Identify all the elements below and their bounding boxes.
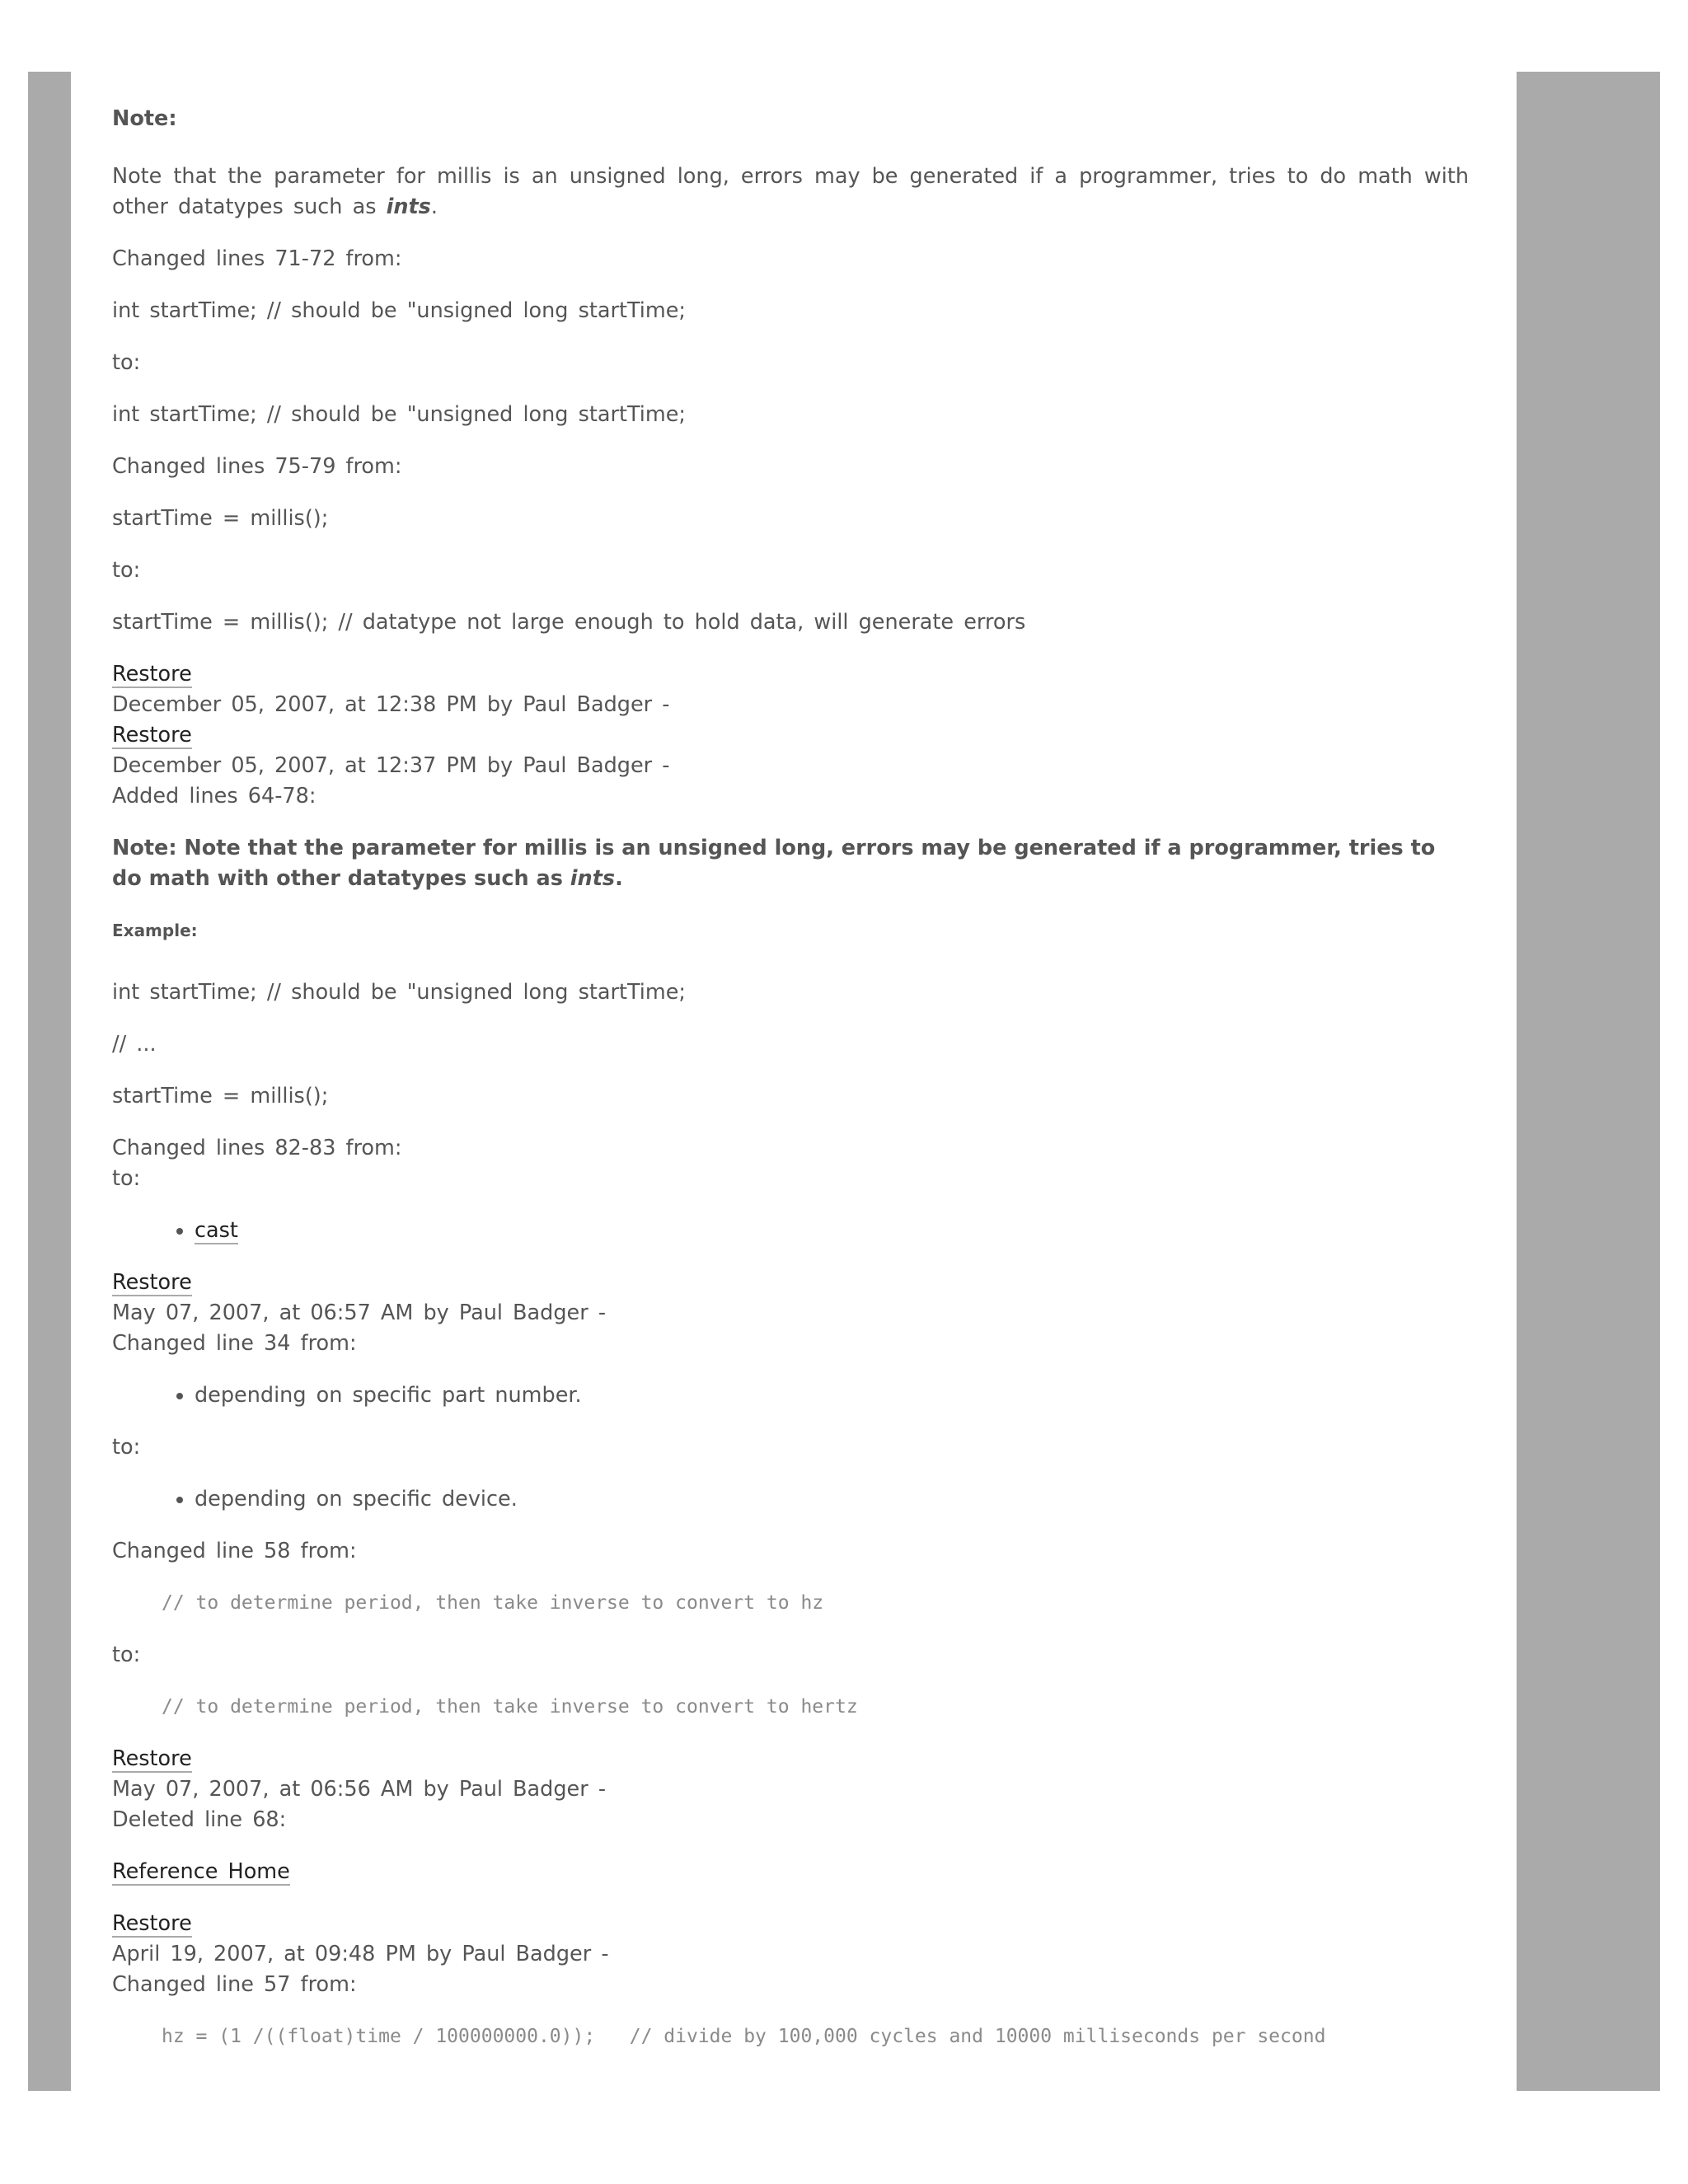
diff-new-list: [112, 1484, 1469, 1515]
note-heading: Note:: [112, 106, 177, 131]
diff-summary-82-83: Changed lines 82-83 from:: [112, 1136, 402, 1160]
strong-note-period: .: [615, 866, 623, 891]
restore-link[interactable]: Restore: [112, 723, 192, 748]
restore-link[interactable]: Restore: [112, 1911, 192, 1936]
example-line: // ...: [112, 1032, 157, 1057]
revision-entry: [112, 720, 1469, 751]
diff-to-label: to:: [112, 1166, 141, 1191]
diff-line-new: int startTime; // should be "unsigned long startTime;: [112, 402, 686, 427]
diff-summary-64-78: Added lines 64-78:: [112, 784, 316, 808]
strong-note-text: Note: Note that the parameter for millis is an unsigned long, errors may be generated if a programmer, tries to do math with other datatypes such as: [112, 836, 1436, 891]
diff-line-new: startTime = millis(); // datatype not large enough to hold data, will generate errors: [112, 610, 1026, 635]
revision-entry: [112, 1909, 1469, 1939]
diff-to-label: to:: [112, 1643, 141, 1667]
ints-emphasis: ints: [386, 194, 431, 219]
list-item: • depending on specific device.: [195, 1484, 1469, 1515]
restore-link[interactable]: Restore: [112, 1746, 192, 1771]
note-period: .: [430, 194, 438, 219]
note-text: Note that the parameter for millis is an unsigned long, errors may be generated if a programmer, tries to do math with other datatypes such as: [112, 164, 1469, 219]
page-history-content: [112, 104, 1469, 2074]
diff-line-old: startTime = millis();: [112, 506, 329, 531]
diff-old-list: [112, 1380, 1469, 1411]
restore-link[interactable]: Restore: [112, 662, 192, 687]
cast-link[interactable]: cast: [195, 1218, 238, 1243]
diff-to-label: to:: [112, 350, 141, 375]
diff-summary-34: Changed line 34 from:: [112, 1331, 357, 1356]
note-paragraph: [112, 162, 1469, 223]
revision-meta: May 07, 2007, at 06:57 AM by Paul Badger -: [112, 1301, 607, 1325]
diff-summary-57: Changed line 57 from:: [112, 1972, 357, 1997]
code-line-new: // to determine period, then take inverse to convert to hertz: [162, 1696, 858, 1718]
revision-entry: [112, 1268, 1469, 1298]
diff-summary-58: Changed line 58 from:: [112, 1539, 357, 1563]
list-item: [195, 1216, 1469, 1246]
list-item: • depending on specific part number.: [195, 1380, 1469, 1411]
revision-entry: [112, 1744, 1469, 1774]
revision-meta: May 07, 2007, at 06:56 AM by Paul Badger -: [112, 1777, 607, 1802]
diff-summary-71-72: Changed lines 71-72 from:: [112, 246, 402, 271]
diff-summary-75-79: Changed lines 75-79 from:: [112, 454, 402, 479]
revision-meta: April 19, 2007, at 09:48 PM by Paul Badger -: [112, 1942, 609, 1966]
revision-entry: [112, 659, 1469, 690]
ints-emphasis: ints: [570, 866, 616, 891]
diff-summary-68: Deleted line 68:: [112, 1807, 287, 1832]
diff-to-label: to:: [112, 1435, 141, 1460]
diff-line-old: int startTime; // should be "unsigned long startTime;: [112, 298, 686, 323]
example-line: startTime = millis();: [112, 1084, 329, 1108]
reference-home-paragraph: [112, 1857, 1469, 1887]
example-line: int startTime; // should be "unsigned long startTime;: [112, 980, 686, 1005]
code-line-old: // to determine period, then take inverse to convert to hz: [162, 1592, 824, 1614]
see-also-list: [112, 1216, 1469, 1246]
reference-home-link[interactable]: Reference Home: [112, 1859, 290, 1884]
diff-to-label: to:: [112, 558, 141, 583]
right-gutter: [1517, 72, 1660, 2091]
code-line-old: hz = (1 /((float)time / 100000000.0)); // divide by 100,000 cycles and 10000 milliseconds per second: [162, 2026, 1326, 2047]
strong-note-paragraph: [112, 833, 1469, 894]
revision-meta: December 05, 2007, at 12:38 PM by Paul Badger -: [112, 692, 670, 717]
restore-link[interactable]: Restore: [112, 1270, 192, 1295]
revision-meta: December 05, 2007, at 12:37 PM by Paul Badger -: [112, 753, 670, 778]
left-gutter: [28, 72, 71, 2091]
example-heading: Example:: [112, 921, 198, 940]
